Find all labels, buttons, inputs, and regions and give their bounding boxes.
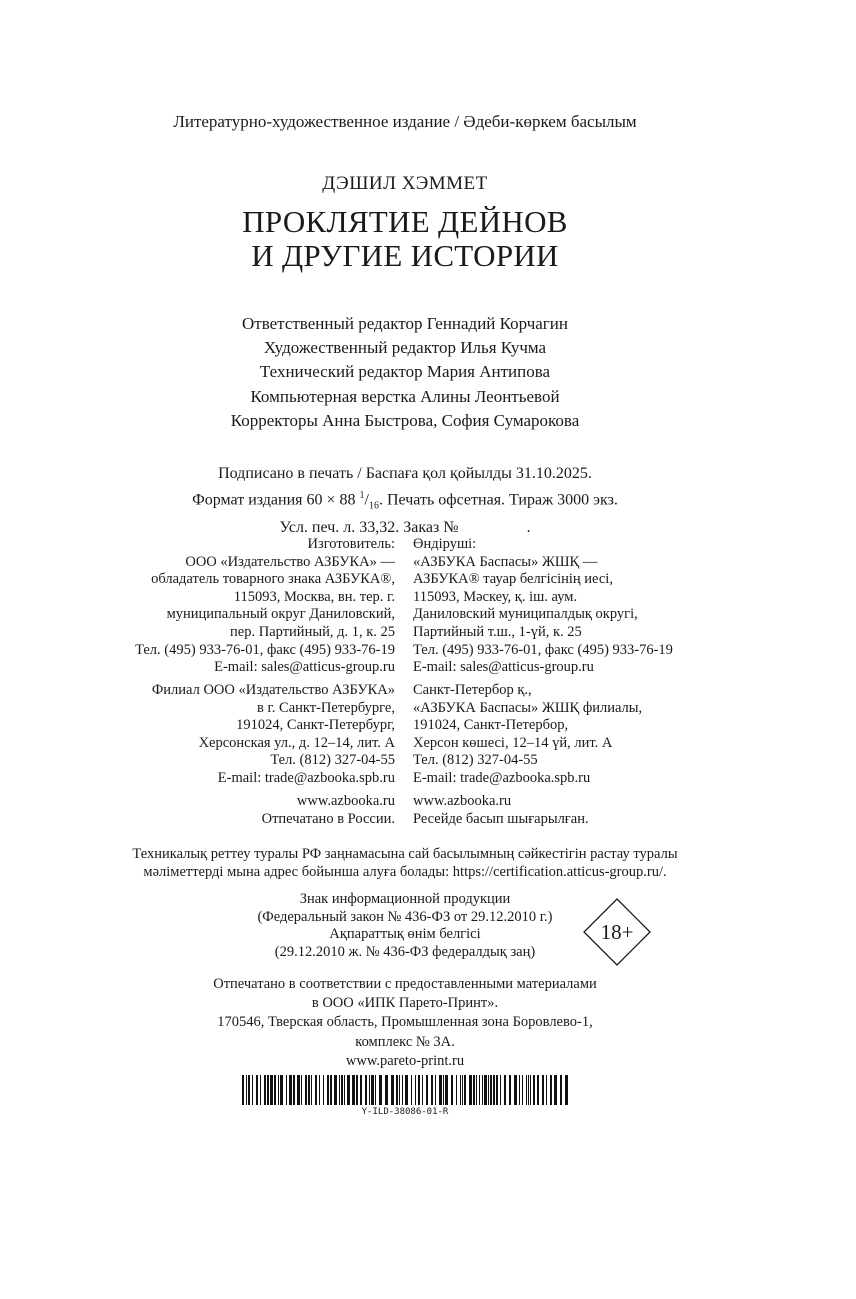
manufacturer-line: ООО «Издательство АЗБУКА» — <box>185 553 395 570</box>
credit-line: Художественный редактор Илья Кучма <box>263 338 547 358</box>
barcode-bar <box>560 1075 562 1105</box>
barcode-bar <box>504 1075 506 1105</box>
info-product-sign <box>230 891 580 961</box>
barcode-bar <box>550 1075 552 1105</box>
barcode-bar <box>422 1075 423 1105</box>
barcode <box>240 1075 570 1105</box>
barcode-bar <box>460 1075 461 1105</box>
barcode-bar <box>274 1075 276 1105</box>
tech-line: Техникалық реттеу туралы РФ заңнамасына сай басылымның сәйкестігін растау туралы <box>132 846 678 862</box>
barcode-bar <box>473 1075 475 1105</box>
branch-line: 191024, Санкт-Петербор, <box>413 717 569 734</box>
barcode-bar <box>260 1075 261 1105</box>
barcode-bar <box>456 1075 457 1105</box>
manufacturer-line: E-mail: sales@atticus-group.ru <box>214 659 395 676</box>
manufacturer-line: «АЗБУКА Баспасы» ЖШҚ — <box>413 553 598 570</box>
barcode-bar <box>248 1075 250 1105</box>
print-info <box>0 463 810 539</box>
barcode-bar <box>451 1075 453 1105</box>
printer-line: комплекс № 3А. <box>355 1033 455 1050</box>
barcode-bar <box>352 1075 355 1105</box>
branch-line: Херсон көшесі, 12–14 үй, лит. А <box>413 734 613 751</box>
barcode-text: Y-ILD-38086-01-R <box>361 1107 449 1117</box>
barcode-bar <box>415 1075 416 1105</box>
author-name: ДЭШИЛ ХЭММЕТ <box>322 173 488 194</box>
order-line: Усл. печ. л. 33,32. Заказ № . <box>279 518 531 536</box>
manufacturer-line: муниципальный округ Даниловский, <box>166 606 395 623</box>
barcode-bar <box>375 1075 376 1105</box>
format-slash: / <box>364 491 369 509</box>
credits-block <box>0 312 810 433</box>
barcode-bar <box>526 1075 527 1105</box>
website-text: www.azbooka.ru <box>296 793 395 809</box>
barcode-bar <box>334 1075 337 1105</box>
barcode-bar <box>323 1075 324 1105</box>
barcode-bar <box>469 1075 472 1105</box>
barcode-bar <box>305 1075 307 1105</box>
info-sign-line: Ақпараттық өнім белгісі <box>329 926 481 942</box>
barcode-bar <box>528 1075 529 1105</box>
web-kz <box>413 793 589 828</box>
book-title <box>0 205 810 273</box>
barcode-bar <box>537 1075 539 1105</box>
barcode-bar <box>396 1075 398 1105</box>
barcode-bar <box>490 1075 492 1105</box>
barcode-bar <box>327 1075 329 1105</box>
manufacturer-line: Даниловский муниципалдық округі, <box>413 606 638 623</box>
barcode-bar <box>464 1075 466 1105</box>
branch-line: Тел. (812) 327-04-55 <box>270 752 395 769</box>
printer-line: в ООО «ИПК Парето-Принт». <box>311 995 499 1012</box>
barcode-bar <box>399 1075 400 1105</box>
printer-line: 170546, Тверская область, Промышленная зона Боровлево-1, <box>217 1014 593 1031</box>
barcode-bar <box>554 1075 557 1105</box>
branch-line: Херсонская ул., д. 12–14, лит. А <box>198 734 395 751</box>
barcode-bar <box>289 1075 292 1105</box>
website-text: www.azbooka.ru <box>413 793 512 809</box>
barcode-bar <box>278 1075 279 1105</box>
barcode-bar <box>347 1075 350 1105</box>
barcode-bar <box>488 1075 489 1105</box>
barcode-bar <box>496 1075 498 1105</box>
title-line-1: ПРОКЛЯТИЕ ДЕЙНОВ <box>242 204 568 239</box>
manufacturer-ru <box>135 536 395 677</box>
barcode-bar <box>479 1075 480 1105</box>
manufacturer-line: Партийный т.ш., 1-үй, к. 25 <box>413 623 582 640</box>
manufacturer-kz <box>413 536 673 677</box>
format-suffix: . Печать офсетная. Тираж 3000 экз. <box>378 491 618 509</box>
barcode-bar <box>301 1075 302 1105</box>
barcode-bar <box>379 1075 382 1105</box>
info-sign-line: Знак информационной продукции <box>299 891 511 907</box>
barcode-bar <box>435 1075 436 1105</box>
branch-kz <box>413 682 642 788</box>
barcode-bar <box>297 1075 300 1105</box>
barcode-bar <box>365 1075 367 1105</box>
barcode-bar <box>482 1075 483 1105</box>
branch-line: E-mail: trade@azbooka.spb.ru <box>217 769 395 786</box>
barcode-bar <box>509 1075 511 1105</box>
printer-info <box>0 975 810 1071</box>
manufacturer-line: 115093, Мәскеу, қ. іш. аум. <box>413 588 578 605</box>
manufacturer-line: E-mail: sales@atticus-group.ru <box>413 659 594 676</box>
barcode-bar <box>426 1075 428 1105</box>
barcode-bar <box>242 1075 244 1105</box>
barcode-bar <box>330 1075 332 1105</box>
barcode-bar <box>252 1075 253 1105</box>
barcode-bar <box>484 1075 487 1105</box>
barcode-bar <box>286 1075 287 1105</box>
barcode-bar <box>542 1075 544 1105</box>
barcode-bar <box>293 1075 295 1105</box>
printer-line: www.pareto-print.ru <box>345 1052 465 1069</box>
tech-line: мәліметтерді мына адрес бойынша алуға болады: https://certification.atticus-group.ru/. <box>143 863 667 880</box>
branch-line: «АЗБУКА Баспасы» ЖШҚ филиалы, <box>413 699 643 716</box>
technical-regulation-note <box>0 846 810 881</box>
web-ru <box>262 793 395 828</box>
barcode-bar <box>493 1075 495 1105</box>
age-rating-text: 18+ <box>600 920 634 944</box>
barcode-bar <box>371 1075 374 1105</box>
credit-line: Ответственный редактор Геннадий Корчагин <box>242 314 568 333</box>
manufacturer-line: Тел. (495) 933-76-01, факс (495) 933-76-19 <box>413 641 673 658</box>
barcode-bar <box>270 1075 273 1105</box>
barcode-bar <box>431 1075 433 1105</box>
barcode-bar <box>533 1075 535 1105</box>
barcode-bar <box>360 1075 362 1105</box>
barcode-bar <box>319 1075 320 1105</box>
title-line-2: И ДРУГИЕ ИСТОРИИ <box>251 238 559 273</box>
info-sign-line: (Федеральный закон № 436-ФЗ от 29.12.2010 г.) <box>257 908 553 925</box>
barcode-bar <box>311 1075 312 1105</box>
printer-line: Отпечатано в соответствии с предоставленными материалами <box>213 976 597 992</box>
barcode-bar <box>341 1075 343 1105</box>
age-rating-badge <box>583 898 651 966</box>
branch-line: Филиал ООО «Издательство АЗБУКА» <box>151 682 395 698</box>
signed-line: Подписано в печать / Баспаға қол қойылды 31.10.2025. <box>218 465 592 482</box>
barcode-bar <box>308 1075 310 1105</box>
barcode-bar <box>565 1075 568 1105</box>
barcode-bar <box>315 1075 317 1105</box>
printed-in-text: Ресейде басып шығарылған. <box>413 810 589 827</box>
barcode-bar <box>264 1075 266 1105</box>
manufacturer-line: Изготовитель: <box>307 536 395 552</box>
branch-line: Тел. (812) 327-04-55 <box>413 752 538 769</box>
barcode-bar <box>418 1075 420 1105</box>
barcode-bar <box>391 1075 394 1105</box>
barcode-bar <box>522 1075 523 1105</box>
barcode-bar <box>280 1075 283 1105</box>
format-prefix: Формат издания 60 × 88 <box>192 491 360 509</box>
barcode-bar <box>385 1075 388 1105</box>
manufacturer-line: Өндіруші: <box>413 536 477 552</box>
branch-ru <box>152 682 395 788</box>
barcode-bar <box>405 1075 408 1105</box>
format-line <box>0 485 810 517</box>
barcode-bar <box>256 1075 258 1105</box>
barcode-bar <box>530 1075 531 1105</box>
barcode-bar <box>344 1075 345 1105</box>
branch-line: 191024, Санкт-Петербург, <box>236 717 395 734</box>
manufacturer-line: АЗБУКА® тауар белгісінің иесі, <box>413 571 613 588</box>
barcode-bar <box>445 1075 448 1105</box>
barcode-bar <box>356 1075 358 1105</box>
barcode-bar <box>267 1075 269 1105</box>
barcode-bar <box>514 1075 517 1105</box>
format-sub: 16 <box>368 500 379 512</box>
format-sup: 1 <box>359 489 365 501</box>
manufacturer-line: Тел. (495) 933-76-01, факс (495) 933-76-19 <box>135 641 395 658</box>
branch-line: Санкт-Петербор қ., <box>413 682 532 698</box>
genre-line: Литературно-художественное издание / Әдеби-көркем басылым <box>173 112 637 131</box>
branch-line: E-mail: trade@azbooka.spb.ru <box>413 769 591 786</box>
credit-line: Компьютерная верстка Алины Леонтьевой <box>250 386 560 406</box>
barcode-bar <box>339 1075 340 1105</box>
printed-in-text: Отпечатано в России. <box>261 810 395 827</box>
credit-line: Технический редактор Мария Антипова <box>259 362 551 382</box>
barcode-bar <box>546 1075 547 1105</box>
credit-line: Корректоры Анна Быстрова, София Сумарокова <box>230 410 580 430</box>
barcode-bar <box>439 1075 442 1105</box>
manufacturer-line: обладатель товарного знака АЗБУКА®, <box>151 571 395 588</box>
manufacturer-line: пер. Партийный, д. 1, к. 25 <box>230 623 395 640</box>
barcode-bar <box>443 1075 444 1105</box>
barcode-bar <box>519 1075 520 1105</box>
branch-line: в г. Санкт-Петербурге, <box>257 699 395 716</box>
info-sign-line: (29.12.2010 ж. № 436-ФЗ федералдық заң) <box>274 943 536 960</box>
manufacturer-line: 115093, Москва, вн. тер. г. <box>233 588 395 605</box>
barcode-bar <box>476 1075 477 1105</box>
barcode-bar <box>402 1075 403 1105</box>
barcode-bar <box>246 1075 247 1105</box>
barcode-bar <box>500 1075 501 1105</box>
barcode-bar <box>462 1075 463 1105</box>
barcode-bar <box>369 1075 370 1105</box>
barcode-bar <box>411 1075 412 1105</box>
